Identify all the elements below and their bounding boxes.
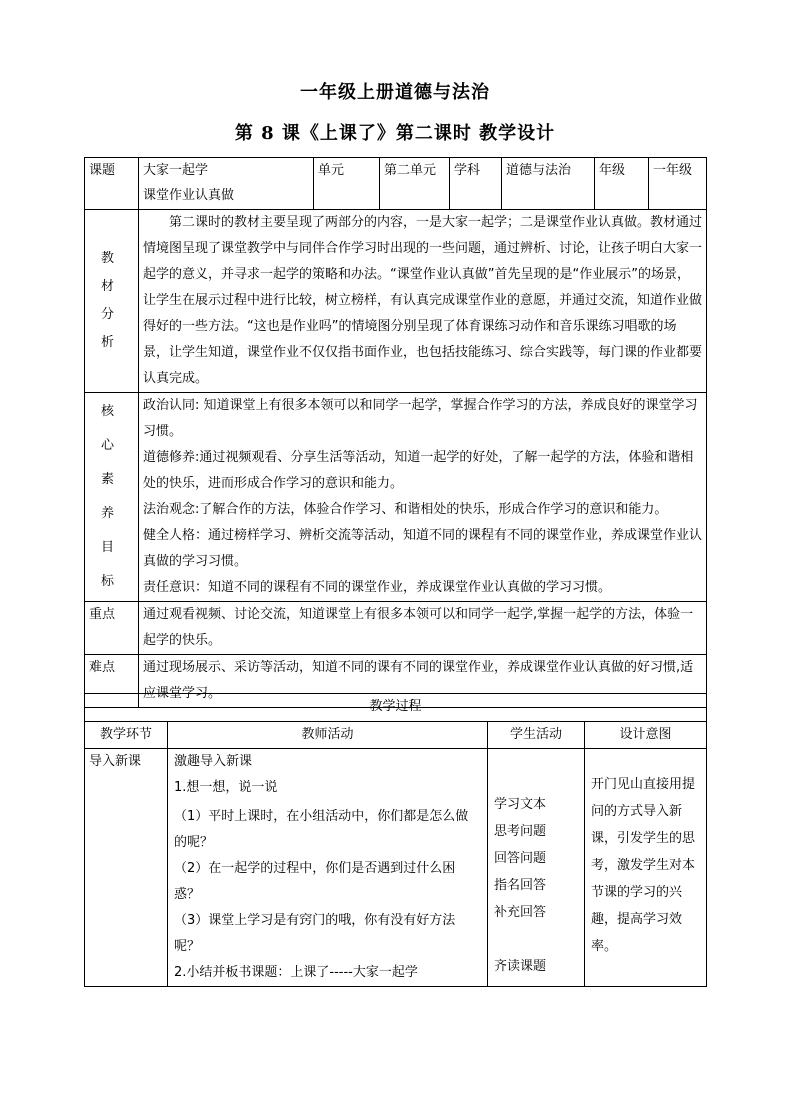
process-title-row: [85, 694, 707, 722]
teacher-line: 1.想一想，说一说: [174, 780, 278, 795]
stage-cell: 导入新课: [85, 749, 168, 987]
literacy-label: [85, 393, 139, 602]
analysis-label-line2: 分 析: [100, 307, 124, 350]
literacy-item: 健全人格：通过榜样学习、辨析交流等活动，知道不同的课程有不同的课堂作业，养成课堂作业认真做的学习习惯。: [143, 528, 703, 569]
unit-label: 单元: [314, 158, 380, 210]
teacher-line: 2.小结并板书课题：上课了-----大家一起学: [174, 965, 418, 980]
process-header-row: [85, 722, 707, 749]
lesson-info-table: [84, 157, 707, 708]
literacy-label-line3: 目 标: [100, 540, 124, 589]
literacy-row: [85, 393, 707, 602]
header-intent: 设计意图: [585, 722, 707, 749]
grade-value: 一年级: [649, 158, 707, 210]
teacher-line: 激趣导入新课: [174, 754, 253, 769]
grade-label: 年级: [595, 158, 649, 210]
topic-line1: 大家一起学: [143, 163, 209, 178]
literacy-item: 责任意识：知道不同的课程有不同的课堂作业，养成课堂作业认真做的学习习惯。: [143, 580, 612, 595]
key-point-label: 重点: [85, 602, 139, 655]
student-activity-cell: [488, 749, 585, 987]
student-line: 回答问题: [494, 851, 547, 866]
process-table: [84, 693, 707, 987]
student-line: 指名回答: [494, 878, 547, 893]
literacy-item: 政治认同: 知道课堂上有很多本领可以和同学一起学，掌握合作学习的方法，养成良好的课堂学习习惯。: [143, 398, 698, 439]
student-line: 思考问题: [494, 824, 547, 839]
topic-line2: 课堂作业认真做: [143, 188, 235, 203]
header-student: 学生活动: [488, 722, 585, 749]
process-row: [85, 749, 707, 987]
teacher-line: （3）课堂上学习是有窍门的哦，你有没有好方法呢？: [174, 913, 456, 954]
difficulty-label: 难点: [85, 655, 139, 708]
process-title: 教学过程: [85, 694, 707, 722]
info-row: [85, 158, 707, 210]
analysis-label-line1: 教 材: [100, 251, 124, 294]
literacy-item: 道德修养:通过视频观看、分享生活等活动，知道一起学的好处，了解一起学的方法，体验和谐相处的快乐，进而形成合作学习的意识和能力。: [143, 450, 694, 491]
subject-value: 道德与法治: [502, 158, 595, 210]
header-teacher: 教师活动: [168, 722, 488, 749]
literacy-item: 法治观念:了解合作的方法，体验合作学习、和谐相处的快乐，形成合作学习的意识和能力。: [143, 502, 668, 517]
literacy-label-line2: 素 养: [100, 472, 124, 521]
unit-value: 第二单元: [380, 158, 450, 210]
key-point-row: [85, 602, 707, 655]
teacher-activity-cell: [168, 749, 488, 987]
key-point-text: 通过观看视频、讨论交流，知道课堂上有很多本领可以和同学一起学,掌握一起学的方法，体验一起学的快乐。: [139, 602, 707, 655]
topic-label: 课题: [85, 158, 139, 210]
literacy-label-line1: 核 心: [100, 404, 124, 453]
literacy-text: [139, 393, 707, 602]
student-line: 补充回答: [494, 905, 547, 920]
topic-value: [139, 158, 314, 210]
difficulty-text: 通过现场展示、采访等活动，知道不同的课有不同的课堂作业，养成课堂作业认真做的好习惯,适应课堂学习。: [139, 655, 707, 708]
student-line: 学习文本: [494, 797, 547, 812]
student-line: 齐读课题: [494, 959, 547, 974]
document-title: 一年级上册道德与法治: [300, 82, 490, 103]
teacher-line: （1）平时上课时，在小组活动中，你们都是怎么做的呢？: [174, 809, 469, 850]
document-subtitle: 第 8 课《上课了》第二课时 教学设计: [234, 123, 556, 144]
header-stage: 教学环节: [85, 722, 168, 749]
analysis-text: 第二课时的教材主要呈现了两部分的内容，一是大家一起学；二是课堂作业认真做。教材通过情境图呈现了课堂教学中与同伴合作学习时出现的一些问题，通过辨析、讨论，让孩子明白大家一起学的意义，并寻求一起学的策略和办法。“课堂作业认真做”首先呈现的是“作业展示”的场景，让学生在展示过程中进行比较，树立榜样，有认真完成课堂作业的意愿，并通过交流，知道作业做得好的一些方法。“这也是作业吗”的情境图分别呈现了体育课练习动作和音乐课练习唱歌的场景，让学生知道，课堂作业不仅仅指书面作业，也包括技能练习、综合实践等，每门课的作业都要认真完成。: [139, 210, 707, 393]
teacher-line: （2）在一起学的过程中，你们是否遇到过什么困惑？: [174, 861, 456, 902]
subject-label: 学科: [450, 158, 502, 210]
analysis-label: [85, 210, 139, 393]
analysis-row: [85, 210, 707, 393]
design-intent-cell: 开门见山直接用提问的方式导入新课，引发学生的思考，激发学生对本节课的学习的兴趣，提高学习效率。: [585, 749, 707, 987]
